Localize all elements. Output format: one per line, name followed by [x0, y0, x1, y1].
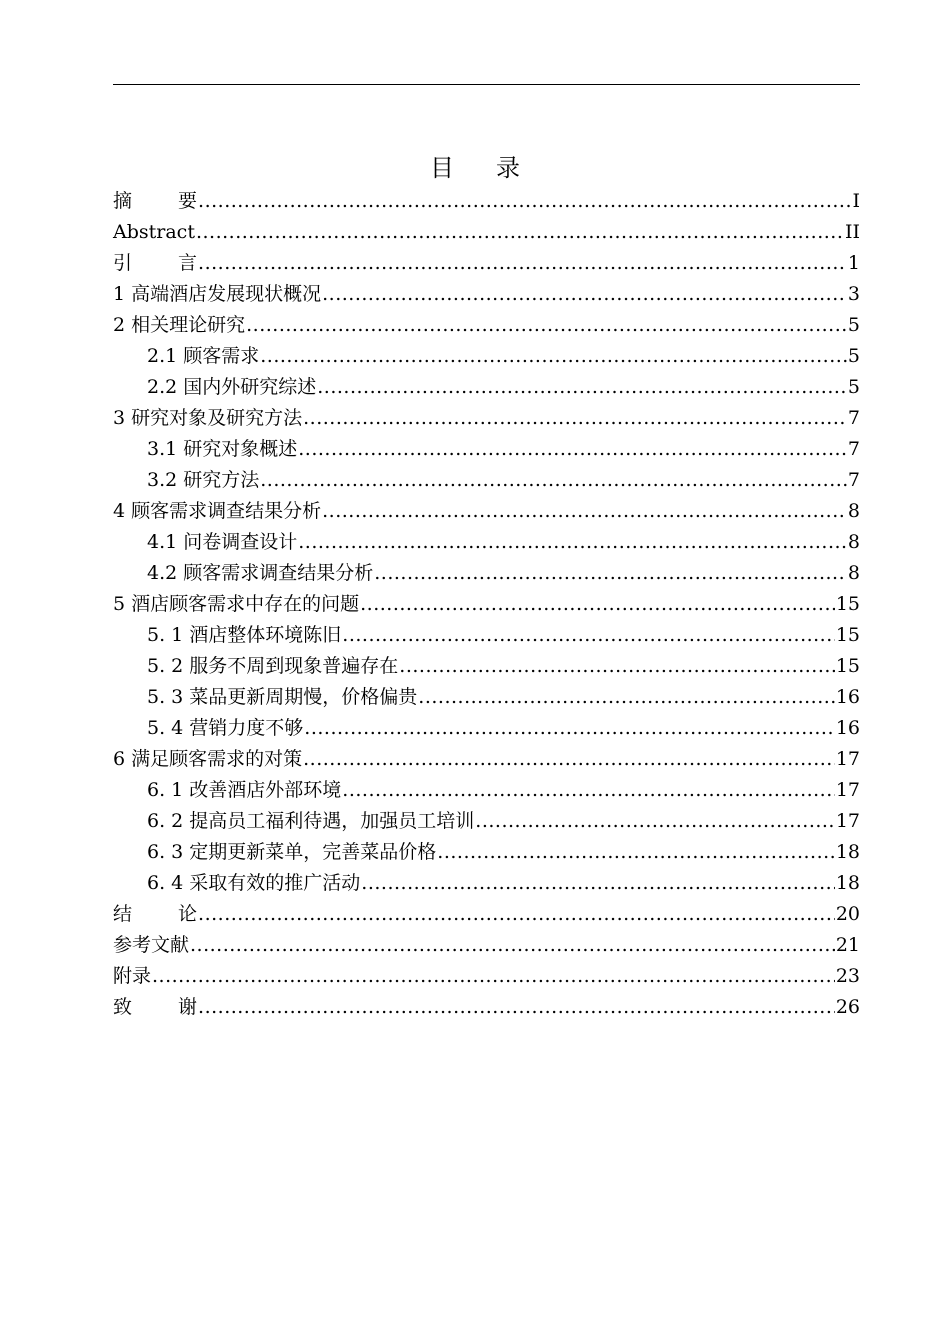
toc-entry-label: 6 满足顾客需求的对策 [113, 748, 303, 770]
toc-entry-page: 8 [847, 531, 860, 553]
toc-entry[interactable] [113, 899, 860, 930]
toc-entry-page: 8 [847, 562, 860, 584]
toc-entry[interactable] [113, 589, 860, 620]
toc-entry-page: 15 [835, 655, 860, 677]
toc-entry[interactable] [113, 651, 860, 682]
toc-entry[interactable] [113, 868, 860, 899]
toc-entry-label: 参考文献 [113, 934, 190, 956]
header-rule [113, 84, 860, 85]
toc-entry[interactable] [113, 279, 860, 310]
toc-entry[interactable] [113, 713, 860, 744]
dot-leader [342, 620, 835, 651]
toc-entry[interactable] [113, 310, 860, 341]
toc-entry-label: 1 高端酒店发展现状概况 [113, 283, 322, 305]
toc-entry[interactable] [113, 620, 860, 651]
toc-entry-label: 4 顾客需求调查结果分析 [113, 500, 322, 522]
toc-entry-label: 附录 [113, 965, 152, 987]
dot-leader [246, 310, 847, 341]
toc-entry-label: 4.2 顾客需求调查结果分析 [147, 562, 374, 584]
dot-leader [298, 434, 847, 465]
toc-entry-page: 15 [835, 593, 860, 615]
toc-entry[interactable] [113, 775, 860, 806]
toc-entry-label: 引言 [113, 252, 198, 274]
dot-leader [374, 558, 847, 589]
toc-entry-page: 16 [835, 686, 860, 708]
dot-leader [198, 992, 835, 1023]
toc-entry[interactable] [113, 217, 860, 248]
dot-leader [298, 527, 847, 558]
toc-entry[interactable] [113, 372, 860, 403]
toc-entry[interactable] [113, 341, 860, 372]
toc-entry-label: 6. 1 改善酒店外部环境 [147, 779, 342, 801]
toc-entry-label: 2 相关理论研究 [113, 314, 246, 336]
toc-entry-page: 7 [847, 438, 860, 460]
dot-leader [152, 961, 835, 992]
toc-entry-label: 6. 4 采取有效的推广活动 [147, 872, 361, 894]
dot-leader [360, 589, 835, 620]
dot-leader [260, 465, 847, 496]
toc-entry-label: 摘要 [113, 190, 198, 212]
dot-leader [317, 372, 847, 403]
toc-title: 目录 [430, 154, 562, 182]
toc-entry-label: 2.1 顾客需求 [147, 345, 260, 367]
toc-entry-label: 5. 3 菜品更新周期慢，价格偏贵 [147, 686, 418, 708]
toc-entry[interactable] [113, 682, 860, 713]
dot-leader [342, 775, 835, 806]
toc-entry-page: 17 [835, 810, 860, 832]
toc-entry-label: 5. 2 服务不周到现象普遍存在 [147, 655, 399, 677]
dot-leader [437, 837, 835, 868]
toc-entry-page: 7 [847, 469, 860, 491]
toc-entry-page: 21 [835, 934, 860, 956]
toc-entry-label: 4.1 问卷调查设计 [147, 531, 298, 553]
toc-entry-page: 17 [835, 779, 860, 801]
toc-entry[interactable] [113, 744, 860, 775]
dot-leader [303, 403, 847, 434]
toc-entry[interactable] [113, 403, 860, 434]
toc-entry-label: 2.2 国内外研究综述 [147, 376, 317, 398]
toc-entry-page: 15 [835, 624, 860, 646]
toc-entry[interactable] [113, 558, 860, 589]
toc-entry-page: 18 [835, 841, 860, 863]
toc-entry-label: 6. 2 提高员工福利待遇，加强员工培训 [147, 810, 475, 832]
toc-entry-page: 7 [847, 407, 860, 429]
toc-entry-page: 16 [835, 717, 860, 739]
toc-entry-label: 3.2 研究方法 [147, 469, 260, 491]
dot-leader [304, 713, 835, 744]
toc-entry[interactable] [113, 837, 860, 868]
toc-entry-page: 5 [847, 345, 860, 367]
dot-leader [190, 930, 835, 961]
toc-entry-page: 20 [835, 903, 860, 925]
toc-entry[interactable] [113, 434, 860, 465]
toc-entry-page: 8 [847, 500, 860, 522]
toc-list [113, 186, 860, 1023]
toc-entry-page: 5 [847, 314, 860, 336]
toc-entry[interactable] [113, 930, 860, 961]
toc-entry-label: 5. 4 营销力度不够 [147, 717, 304, 739]
toc-entry[interactable] [113, 806, 860, 837]
dot-leader [418, 682, 835, 713]
toc-entry-label: 6. 3 定期更新菜单，完善菜品价格 [147, 841, 437, 863]
toc-entry[interactable] [113, 961, 860, 992]
dot-leader [196, 217, 844, 248]
dot-leader [399, 651, 835, 682]
dot-leader [198, 248, 847, 279]
toc-entry-page: 18 [835, 872, 860, 894]
toc-entry[interactable] [113, 465, 860, 496]
toc-entry-page: 1 [847, 252, 860, 274]
toc-entry[interactable] [113, 248, 860, 279]
toc-entry-page: I [852, 190, 860, 212]
dot-leader [260, 341, 847, 372]
toc-entry-page: 23 [835, 965, 860, 987]
toc-entry-label: 3.1 研究对象概述 [147, 438, 298, 460]
toc-entry-label: 致谢 [113, 996, 198, 1018]
toc-entry[interactable] [113, 186, 860, 217]
toc-entry-page: 26 [835, 996, 860, 1018]
toc-entry-page: 17 [835, 748, 860, 770]
toc-entry-label: 5. 1 酒店整体环境陈旧 [147, 624, 342, 646]
dot-leader [475, 806, 835, 837]
dot-leader [322, 279, 847, 310]
toc-entry-page: 3 [847, 283, 860, 305]
toc-entry-page: II [844, 221, 860, 243]
dot-leader [198, 899, 835, 930]
dot-leader [361, 868, 835, 899]
dot-leader [303, 744, 835, 775]
toc-entry[interactable] [113, 527, 860, 558]
toc-entry-label: Abstract [113, 221, 195, 243]
dot-leader [322, 496, 847, 527]
toc-entry[interactable] [113, 992, 860, 1023]
toc-entry-label: 5 酒店顾客需求中存在的问题 [113, 593, 360, 615]
dot-leader [198, 186, 851, 217]
toc-entry[interactable] [113, 496, 860, 527]
toc-entry-page: 5 [847, 376, 860, 398]
toc-entry-label: 3 研究对象及研究方法 [113, 407, 303, 429]
toc-entry-label: 结论 [113, 903, 198, 925]
